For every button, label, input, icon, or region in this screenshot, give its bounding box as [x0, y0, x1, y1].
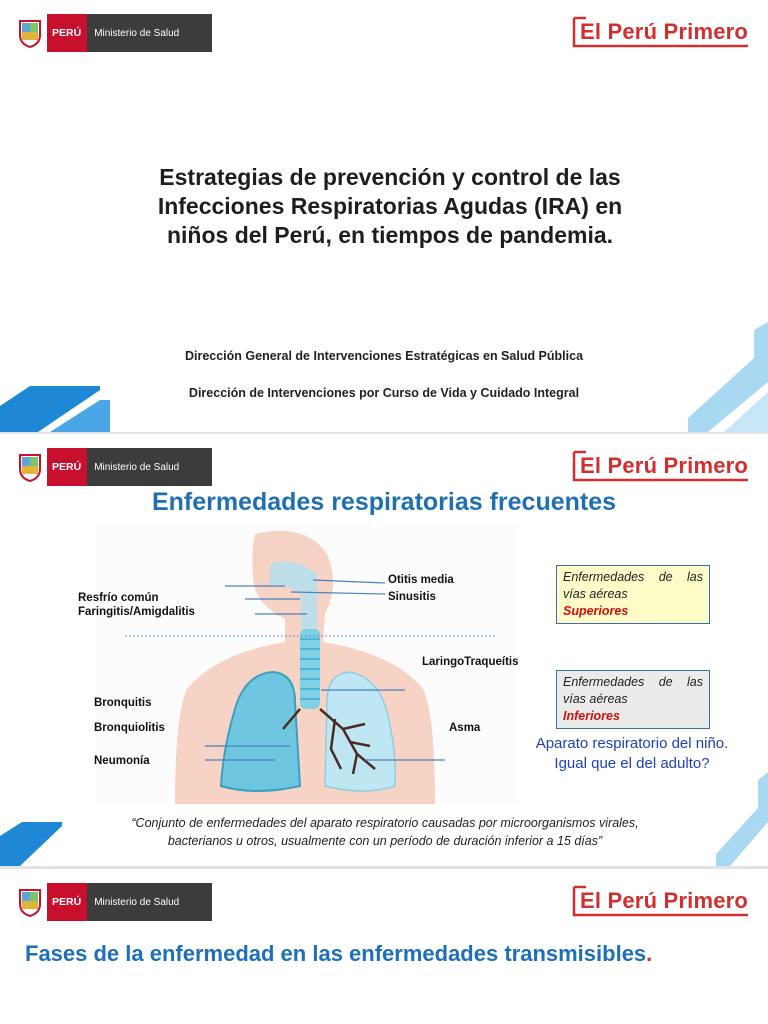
ministry-label: Ministerio de Salud [87, 883, 212, 921]
label-bronquiolitis: Bronquiolitis [94, 722, 165, 734]
quote-line: bacterianos u otros, usualmente con un período de duración inferior a 15 días” [167, 834, 603, 848]
quote-line: “Conjunto de enfermedades del aparato respiratorio causadas por microorganismos virales, [131, 816, 639, 830]
ministry-header [13, 14, 212, 52]
coat-of-arms-icon [13, 448, 47, 486]
slide-title [0, 0, 768, 432]
brand-logo [572, 881, 750, 921]
country-label: PERÚ [47, 14, 87, 52]
coat-of-arms-icon [13, 14, 47, 52]
definition-quote [60, 814, 710, 850]
brand-logo [572, 446, 750, 486]
ministry-header [13, 448, 212, 486]
box-line: vías aéreas [563, 587, 628, 601]
slide-respiratory-diseases [0, 434, 768, 866]
box-line: vías aéreas [563, 692, 628, 706]
label-sinusitis: Sinusitis [388, 591, 436, 603]
label-otitis: Otitis media [388, 574, 454, 586]
slide-disease-phases [0, 869, 768, 1024]
slide-title-main: Fases de la enfermedad en las enfermedades transmisibles [25, 941, 647, 966]
label-neumonia: Neumonía [94, 755, 150, 767]
label-bronquitis: Bronquitis [94, 697, 152, 709]
brand-text: El Perú Primero [580, 888, 749, 913]
brand-text: El Perú Primero [580, 453, 749, 478]
box-highlight: Inferiores [563, 709, 620, 723]
left-chevron-decoration [0, 386, 110, 432]
label-laringotraqueitis: LaringoTraqueítis [422, 656, 519, 668]
label-resfrio: Resfrío común [78, 592, 159, 604]
ministry-header [13, 883, 212, 921]
box-upper-airways [556, 565, 710, 624]
left-chevron-decoration [0, 822, 70, 866]
subtitle-direction: Dirección de Intervenciones por Curso de Vida y Cuidado Integral [188, 386, 580, 400]
right-chevron-decoration [688, 322, 768, 432]
ministry-label: Ministerio de Salud [87, 448, 212, 486]
question-text [508, 734, 756, 774]
brand-logo [572, 12, 750, 52]
question-line: Aparato respiratorio del niño. [535, 735, 729, 752]
slide-title-text [25, 941, 652, 967]
ministry-label: Ministerio de Salud [87, 14, 212, 52]
label-asma: Asma [449, 722, 481, 734]
question-line: Igual que el del adulto? [554, 755, 710, 772]
box-line: Enfermedades de las [563, 675, 703, 689]
box-line: Enfermedades de las [563, 570, 703, 584]
box-lower-airways [556, 670, 710, 729]
country-label: PERÚ [47, 883, 87, 921]
box-highlight: Superiores [563, 604, 629, 618]
country-label: PERÚ [47, 448, 87, 486]
coat-of-arms-icon [13, 883, 47, 921]
slide-title-text: Enfermedades respiratorias frecuentes [151, 488, 617, 516]
subtitle-general-direction: Dirección General de Intervenciones Estratégicas en Salud Pública [184, 349, 584, 363]
slide-title-suffix: . [646, 941, 653, 966]
right-chevron-decoration [716, 772, 768, 866]
brand-text: El Perú Primero [580, 19, 749, 44]
slide-title-text: Estrategias de prevención y control de las Infecciones Respiratorias Agudas (IRA) en niños del Perú, en tiempos de pandemia. [157, 164, 623, 248]
label-faringitis: Faringitis/Amigdalitis [78, 606, 195, 618]
